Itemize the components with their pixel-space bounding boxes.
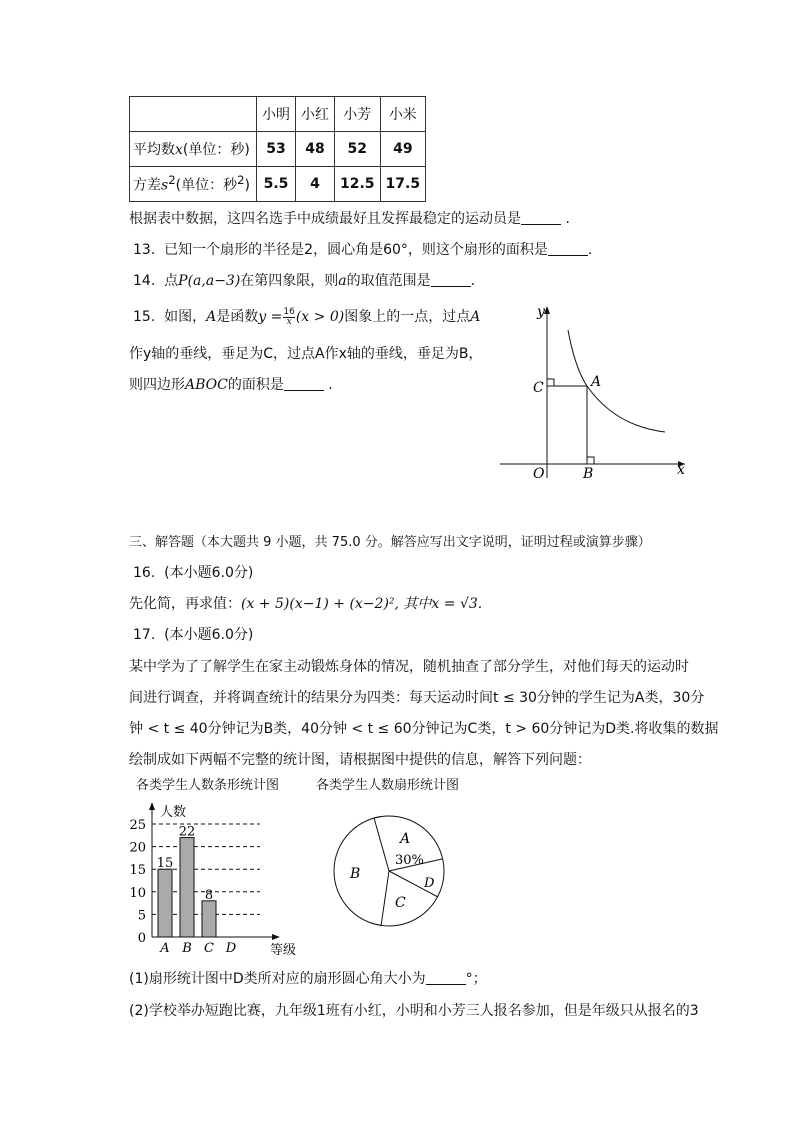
q15-line1: 15. 如图，A是函数y = $\frac{16}{x}$ (x > 0)图象上的一点，过点A	[133, 306, 481, 327]
bar-ytick: 5	[137, 908, 146, 924]
table-cell: 12.5	[335, 167, 381, 202]
table-header: 小芳	[335, 97, 381, 132]
bar-category-label: B	[182, 941, 192, 956]
table-cell: 17.5	[380, 167, 426, 202]
y-label: y	[537, 304, 545, 320]
bar-ylabel: 人数	[160, 805, 187, 820]
q14-line: 14. 点P(a,a−3)在第四象限，则a的取值范围是 .	[133, 273, 476, 289]
bar-ytick: 20	[129, 840, 146, 856]
hyperbola-curve	[568, 330, 665, 432]
bar-x-arrow	[272, 934, 280, 940]
section-heading: 三、解答题（本大题共 9 小题，共 75.0 分。解答应写出文字说明，证明过程或演算步骤）	[129, 535, 651, 550]
answer-blank	[548, 241, 588, 256]
point-b-label: B	[583, 466, 594, 482]
bar-ytick: 25	[129, 818, 146, 833]
bar-category-label: C	[204, 941, 214, 956]
bar-ytick: 0	[137, 931, 146, 946]
bar-data-label: 22	[178, 824, 196, 840]
bar-chart-title: 各类学生人数条形统计图	[136, 778, 280, 793]
bar-category-label: A	[160, 941, 170, 956]
fraction: $\frac{16}{x}$	[283, 306, 295, 327]
table-cell: 4	[296, 167, 335, 202]
bar-data-label: 15	[156, 856, 174, 872]
hyperbola-graph	[495, 298, 695, 488]
bar-chart	[128, 800, 308, 960]
pie-divider-ab	[374, 818, 389, 871]
table-cell: 48	[296, 132, 335, 167]
answer-blank	[431, 272, 471, 287]
score-table	[129, 96, 426, 202]
pie-chart-title: 各类学生人数扇形统计图	[316, 778, 460, 793]
bar-A	[158, 869, 172, 937]
q12-line: 根据表中数据，这四名选手中成绩最好且发挥最稳定的运动员是 .	[129, 211, 570, 227]
q17-para-line: 钟 < t ≤ 40分钟记为B类，40分钟 < t ≤ 60分钟记为C类，t > 60分钟记为D类.将收集的数据	[129, 721, 719, 737]
right-angle-b	[587, 457, 594, 464]
table-row	[130, 132, 426, 167]
origin-label: O	[533, 466, 545, 482]
x-label: x	[677, 462, 685, 478]
q15-line2: 作y轴的垂线，垂足为C，过点A作x轴的垂线，垂足为B，	[129, 346, 483, 362]
table-cell: 49	[380, 132, 426, 167]
bar-category-label: D	[225, 941, 237, 956]
bar-data-label: 8	[204, 887, 214, 903]
q16-body: 先化简，再求值：(x + 5)(x−1) + (x−2)², 其中x = √3.	[129, 596, 483, 612]
pie-percent-a: 30%	[395, 853, 424, 868]
bar-ytick: 15	[129, 863, 146, 879]
q17-header: 17. (本小题6.0分)	[133, 627, 254, 643]
right-angle-c	[547, 379, 554, 386]
q13-line: 13. 已知一个扇形的半径是2，圆心角是60°，则这个扇形的面积是 .	[133, 242, 593, 258]
table-row	[130, 97, 426, 132]
table-cell	[130, 97, 257, 132]
table-header: 小米	[380, 97, 426, 132]
q15-line3: 则四边形ABOC的面积是 .	[129, 377, 333, 393]
pie-divider-cb	[381, 871, 389, 926]
q17-sub2: (2)学校举办短跑比赛，九年级1班有小红，小明和小芳三人报名参加，但是年级只从报名的3	[129, 1003, 699, 1019]
pie-label-d: D	[424, 876, 435, 891]
table-header: 小红	[296, 97, 335, 132]
bar-B	[180, 838, 194, 937]
table-header: 小明	[257, 97, 296, 132]
table-cell: 52	[335, 132, 381, 167]
table-cell: 53	[257, 132, 296, 167]
pie-label-b: B	[350, 866, 361, 882]
table-cell: 5.5	[257, 167, 296, 202]
q17-sub1: (1)扇形统计图中D类所对应的扇形圆心角大小为 °；	[129, 971, 487, 987]
bar-xlabel: 等级	[270, 943, 297, 958]
bar-ytick: 10	[129, 885, 146, 901]
answer-blank	[521, 210, 561, 225]
pie-label-a: A	[400, 831, 411, 847]
pie-chart	[330, 812, 450, 932]
answer-blank	[284, 376, 324, 391]
answer-blank	[426, 970, 466, 985]
q17-para-line: 绘制成如下两幅不完整的统计图，请根据图中提供的信息，解答下列问题：	[129, 752, 591, 768]
bar-C	[202, 901, 216, 937]
point-c-label: C	[533, 380, 544, 396]
pie-label-c: C	[395, 895, 406, 911]
bar-y-arrow	[149, 802, 155, 810]
table-row	[130, 167, 426, 202]
q16-header: 16. (本小题6.0分)	[133, 565, 254, 581]
point-a-label: A	[591, 374, 602, 390]
bar-marks	[157, 825, 237, 956]
q17-para-line: 间进行调查，并将调查统计的结果分为四类：每天运动时间t ≤ 30分钟的学生记为A类，30分	[129, 690, 705, 706]
q17-para-line: 某中学为了了解学生在家主动锻炼身体的情况，随机抽查了部分学生，对他们每天的运动时	[129, 659, 689, 675]
row-label-variance: 方差$s^2$(单位：秒$^2$)	[130, 167, 257, 202]
row-label-mean: 平均数x(单位：秒)	[130, 132, 257, 167]
